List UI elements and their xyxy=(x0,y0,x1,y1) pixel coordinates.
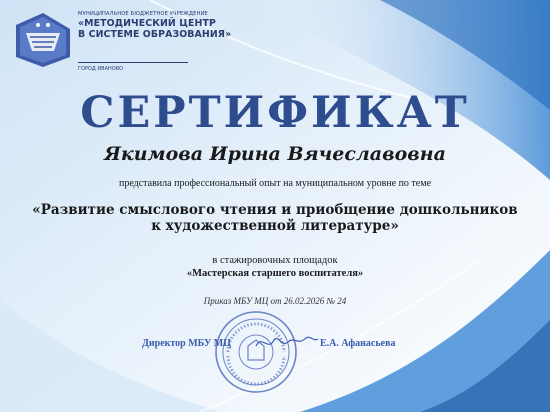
theme-line-2: к художественной литературе» xyxy=(151,218,399,234)
platform-text: в стажировочных площадок xyxy=(212,255,338,266)
organization-name-line-1: «МЕТОДИЧЕСКИЙ ЦЕНТР xyxy=(78,18,216,29)
organization-name xyxy=(78,11,231,40)
organization-type: МУНИЦИПАЛЬНОЕ БЮДЖЕТНОЕ УЧРЕЖДЕНИЕ xyxy=(78,11,208,17)
director-name: Е.А. Афанасьева xyxy=(320,338,396,349)
recipient-name: Якимова Ирина Вячеславовна xyxy=(104,143,446,165)
theme-title xyxy=(0,202,550,234)
director-role: Директор МБУ МЦ xyxy=(142,338,231,349)
certificate-title: СЕРТИФИКАТ xyxy=(80,88,470,138)
order-reference: Приказ МБУ МЦ от 26.02.2026 № 24 xyxy=(203,296,347,306)
logo-divider xyxy=(78,62,188,63)
platform-name: «Мастерская старшего воспитателя» xyxy=(186,268,364,279)
organization-logo xyxy=(14,11,72,69)
theme-line-1: «Развитие смыслового чтения и приобщение дошкольников xyxy=(32,202,518,218)
organization-name-line-2: В СИСТЕМЕ ОБРАЗОВАНИЯ» xyxy=(78,29,232,40)
organization-city: ГОРОД ИВАНОВО xyxy=(78,66,124,72)
director-signature xyxy=(252,330,322,354)
presentation-text: представила профессиональный опыт на муниципальном уровне по теме xyxy=(118,178,432,189)
